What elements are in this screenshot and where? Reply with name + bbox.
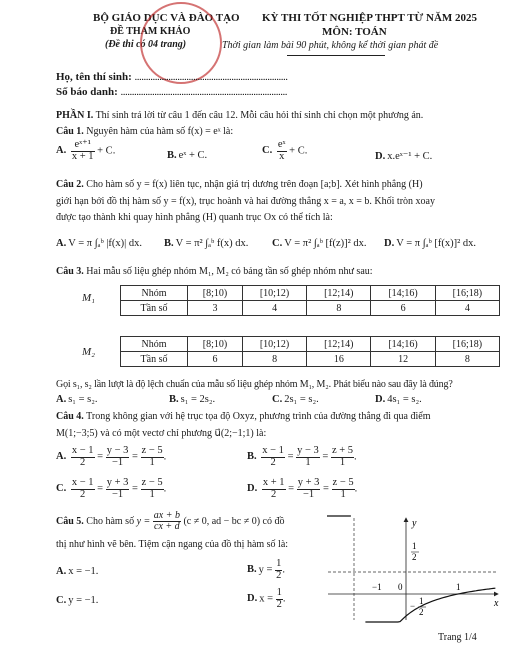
table-cell: [12;14) [307, 337, 371, 352]
q4-option-b[interactable]: B. $\frac{x - 1}{2}$ = $\frac{y - 3}{1}$ = $\frac{z + 5}{1}$ . [247, 445, 357, 468]
q2-stem-line1: Câu 2. Cho hàm số y = f(x) liên tục, nhận giá trị dương trên đoạn [a;b]. Xét hình phẳng (H) [56, 179, 423, 190]
table-cell: [14;16) [371, 286, 435, 301]
q4-option-d[interactable]: D. $\frac{x + 1}{2}$ = $\frac{y + 3}{-1}$ = $\frac{z - 5}{1}$ . [247, 477, 358, 500]
table-cell: 8 [242, 352, 306, 367]
half-label-den: 2 [412, 552, 417, 562]
q3-m1-label: M₁ [82, 292, 95, 304]
title-underline [287, 55, 385, 56]
q2-stem-line3: được tạo thành khi quay hình phẳng (H) quanh trục Ox có thể tích là: [56, 212, 333, 223]
neg-half-den: 2 [419, 607, 424, 617]
table-cell: 16 [307, 352, 371, 367]
q3-option-d[interactable]: D. 4s₁ = s₂. [375, 394, 422, 405]
table-cell: 8 [307, 301, 371, 316]
part1-instructions: PHẦN I. Thí sinh trả lời từ câu 1 đến câu 12. Mỗi câu hỏi thí sinh chỉ chọn một phương án. [56, 110, 424, 121]
exam-kind: ĐỀ THAM KHẢO [110, 26, 191, 37]
curve-right-branch [365, 588, 495, 622]
q4-option-a[interactable]: A. $\frac{x - 1}{2}$ = $\frac{y - 3}{-1}$ = $\frac{z - 5}{1}$ . [56, 445, 167, 468]
q5-option-d[interactable]: D. x = $\frac{1}{2}$ . [247, 587, 286, 610]
subject: MÔN: TOÁN [322, 26, 387, 38]
q3-option-a[interactable]: A. s₁ = s₂. [56, 394, 98, 405]
table-cell: [10;12) [242, 286, 306, 301]
table-row [121, 352, 500, 367]
neg-half-sign: − [410, 601, 416, 611]
x-tick-pos-label: 1 [456, 582, 461, 592]
ministry-name: BỘ GIÁO DỤC VÀ ĐÀO TẠO [93, 12, 240, 24]
table-cell: 4 [242, 301, 306, 316]
table-header-cell: Tần số [121, 301, 188, 316]
q3-option-c[interactable]: C. 2s₁ = s₂. [272, 394, 319, 405]
q4-stem-line1: Câu 4. Trong không gian với hệ trục tọa độ Oxyz, phương trình của đường thẳng đi qua điểm [56, 411, 431, 422]
q5-option-c[interactable]: C. y = −1. [56, 595, 99, 606]
exam-title: KỲ THI TỐT NGHIỆP THPT TỪ NĂM 2025 [262, 12, 478, 24]
origin-label: 0 [398, 582, 403, 592]
table-header-cell: Tần số [121, 352, 188, 367]
table-row [121, 337, 500, 352]
table-cell: [14;16) [371, 337, 435, 352]
q1-option-a[interactable]: A. $\frac{\text{eˣ⁺¹}}{x + 1}$ + C. [56, 139, 116, 162]
page-number: Trang 1/4 [438, 632, 477, 643]
q2-option-c[interactable]: C. V = π² ∫ₐᵇ [f(z)]² dx. [272, 238, 367, 249]
q5-stem-line2: thị như hình vẽ bên. Tiệm cận ngang của đồ thị hàm số là: [56, 539, 289, 550]
page-count-note: (Đề thi có 04 trang) [105, 39, 187, 50]
x-axis-label: x [494, 598, 499, 609]
table-cell: 4 [435, 301, 499, 316]
table-cell: [8;10) [188, 337, 243, 352]
q2-stem-line2: giới hạn bởi đồ thị hàm số y = f(x), trục hoành và hai đường thẳng x = a, x = b. Khối tròn xoay [56, 196, 435, 207]
q5-option-a[interactable]: A. x = −1. [56, 566, 99, 577]
y-axis-label: y [412, 518, 417, 529]
neg-half-num: 1 [419, 596, 424, 606]
q5-option-b[interactable]: B. y = $\frac{1}{2}$ . [247, 558, 285, 581]
table-header-cell: Nhóm [121, 286, 188, 301]
q3-option-b[interactable]: B. s₁ = 2s₂. [169, 394, 216, 405]
q2-option-a[interactable]: A. V = π ∫ₐᵇ |f(x)| dx. [56, 238, 143, 249]
q4-option-c[interactable]: C. $\frac{x - 1}{2}$ = $\frac{y + 3}{-1}$ = $\frac{z - 5}{1}$ . [56, 477, 167, 500]
q1-option-d[interactable]: D. x.eˣ⁻¹ + C. [375, 151, 433, 162]
q3-table-m1 [120, 285, 500, 316]
table-cell: 3 [188, 301, 243, 316]
table-row [121, 301, 500, 316]
candidate-number-label: Số báo danh: .......................................................................... [56, 86, 288, 98]
table-cell: [8;10) [188, 286, 243, 301]
q3-stem: Câu 3. Hai mẫu số liệu ghép nhóm M₁, M₂ có bảng tần số ghép nhóm như sau: [56, 266, 373, 277]
q5-stem-line1: Câu 5. Cho hàm số y = $\frac{ax + b}{cx + d}$ (c ≠ 0, ad − bc ≠ 0) có đồ [56, 510, 285, 532]
q3-m2-label: M₂ [82, 346, 95, 358]
table-cell: 6 [371, 301, 435, 316]
q4-stem-line2: M(1;−3;5) và có một vectơ chỉ phương u⃗(2;−1;1) là: [56, 428, 267, 439]
table-cell: [12;14) [307, 286, 371, 301]
q3-question: Gọi s₁, s₂ lần lượt là độ lệch chuẩn của mẫu số liệu ghép nhóm M₁, M₂. Phát biểu nào sau đây là đúng? [56, 379, 453, 390]
q3-table-m2 [120, 336, 500, 367]
table-cell: 12 [371, 352, 435, 367]
table-cell: 6 [188, 352, 243, 367]
time-note: Thời gian làm bài 90 phút, không kể thời gian phát đề [222, 40, 439, 51]
x-tick-neg-label: −1 [372, 582, 382, 592]
q2-option-d[interactable]: D. V = π ∫ₐᵇ [f(x)]² dx. [384, 238, 476, 249]
table-row [121, 286, 500, 301]
q1-option-b[interactable]: B. eˣ + C. [167, 150, 208, 161]
table-header-cell: Nhóm [121, 337, 188, 352]
half-label-num: 1 [412, 541, 417, 551]
table-cell: [16;18) [435, 337, 499, 352]
q1-stem: Câu 1. Nguyên hàm của hàm số f(x) = eˣ là: [56, 126, 234, 137]
q5-graph [326, 512, 506, 624]
table-cell: [10;12) [242, 337, 306, 352]
table-cell: [16;18) [435, 286, 499, 301]
candidate-name-label: Họ, tên thí sinh: .................................................................... [56, 71, 288, 83]
table-cell: 8 [435, 352, 499, 367]
q1-option-c[interactable]: C. $\frac{\text{eˣ}}{x}$ + C. [262, 139, 308, 162]
q2-option-b[interactable]: B. V = π² ∫ₐᵇ f(x) dx. [164, 238, 249, 249]
